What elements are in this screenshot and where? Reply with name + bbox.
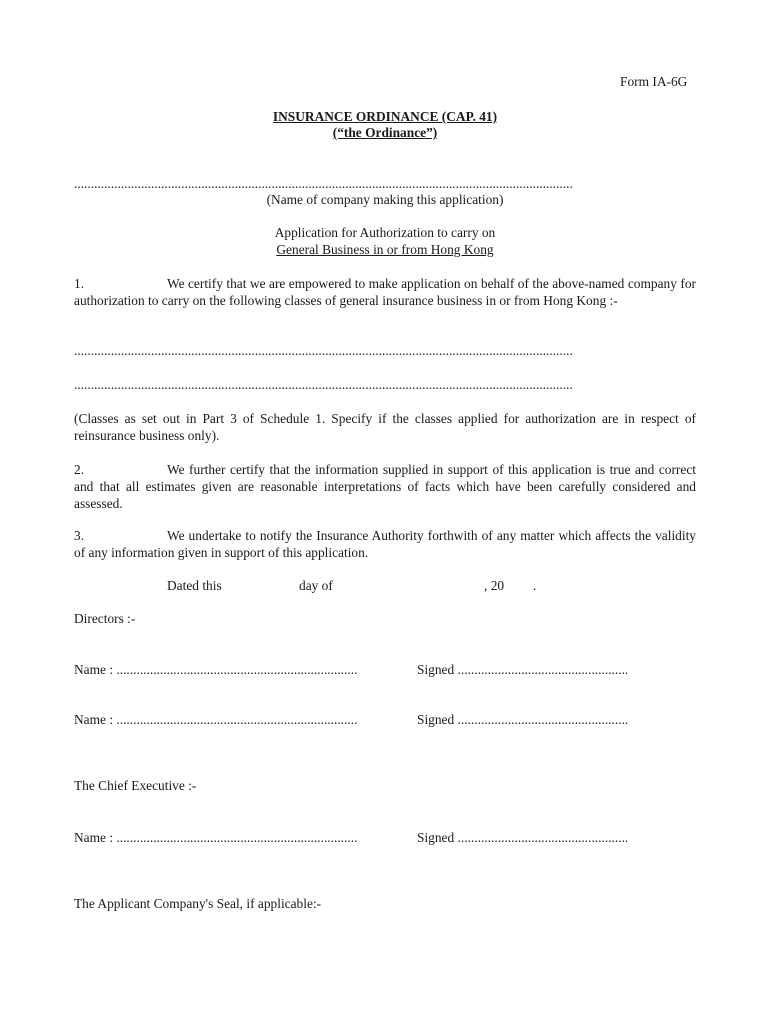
chief-executive-signed-line[interactable]: Signed ................................................... <box>417 830 629 845</box>
company-name-line[interactable]: ..................................................................................................................................................... <box>74 176 573 191</box>
company-seal-label: The Applicant Company's Seal, if applicable:- <box>74 896 322 911</box>
paragraph-1-number: 1. <box>74 276 85 291</box>
form-id: Form IA-6G <box>620 74 688 89</box>
company-name-caption: (Name of company making this application) <box>266 192 504 207</box>
director-1-signed-line[interactable]: Signed ................................................... <box>417 662 629 677</box>
year-prefix: , 20 <box>484 578 505 593</box>
director-1-name-line[interactable]: Name : ........................................................................ <box>74 662 358 677</box>
paragraph-1 <box>74 275 696 309</box>
ordinance-title: INSURANCE ORDINANCE (CAP. 41) <box>272 109 498 124</box>
classes-line-2[interactable]: ..................................................................................................................................................... <box>74 377 573 392</box>
dated-label: Dated this <box>167 578 222 593</box>
paragraph-3 <box>74 527 696 561</box>
application-title-2: General Business in or from Hong Kong <box>276 242 494 257</box>
dated-end: . <box>533 578 537 593</box>
paragraph-2-number: 2. <box>74 462 85 477</box>
classes-line-1[interactable]: ..................................................................................................................................................... <box>74 343 573 358</box>
paragraph-3-number: 3. <box>74 528 85 543</box>
directors-label: Directors :- <box>74 611 136 626</box>
director-2-name-line[interactable]: Name : ........................................................................ <box>74 712 358 727</box>
day-of-label: day of <box>299 578 333 593</box>
chief-executive-name-line[interactable]: Name : ........................................................................ <box>74 830 358 845</box>
paragraph-1-text: We certify that we are empowered to make application on behalf of the above-named company for authorization to carry on the following classes of general insurance business in or from Hong Kong :- <box>74 276 696 308</box>
application-title-1: Application for Authorization to carry on <box>274 225 496 240</box>
chief-executive-label: The Chief Executive :- <box>74 778 197 793</box>
director-2-signed-line[interactable]: Signed ................................................... <box>417 712 629 727</box>
paragraph-3-text: We undertake to notify the Insurance Authority forthwith of any matter which affects the validity of any information given in support of this application. <box>74 528 696 560</box>
classes-note: (Classes as set out in Part 3 of Schedule 1. Specify if the classes applied for authorization are in respect of reinsurance business only). <box>74 411 696 443</box>
paragraph-2 <box>74 461 696 512</box>
paragraph-2-text: We further certify that the information supplied in support of this application is true and correct and that all estimates given are reasonable interpretations of facts which have been carefully considered and assessed. <box>74 462 696 511</box>
ordinance-subtitle: (“the Ordinance”) <box>332 125 438 140</box>
